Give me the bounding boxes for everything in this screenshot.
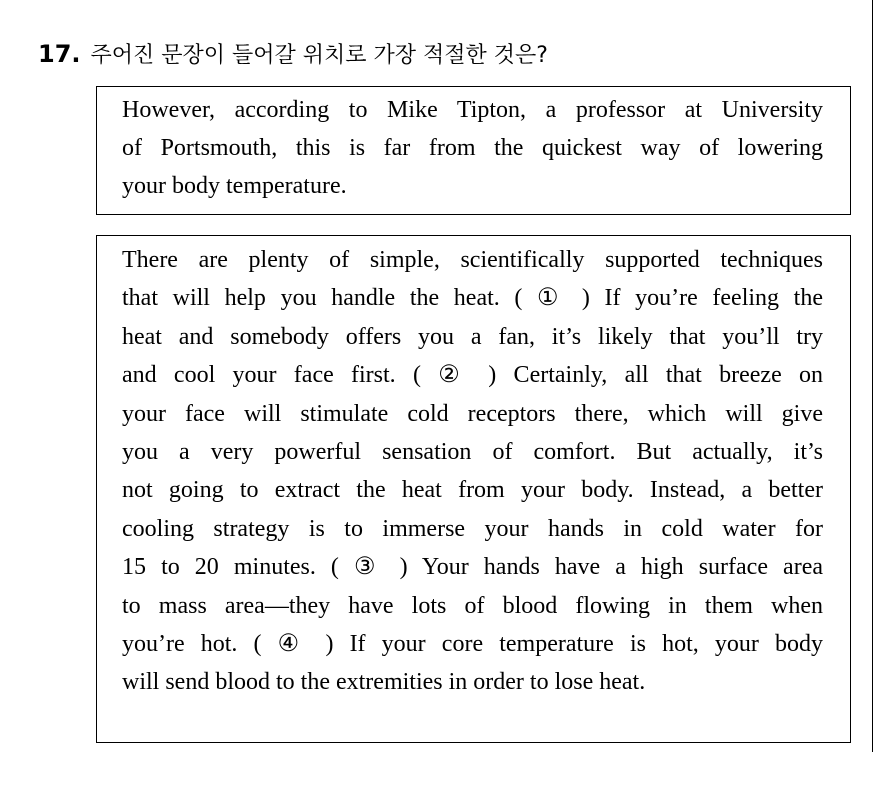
passage-line: There are plenty of simple, scientifically supported techniques: [122, 247, 823, 273]
passage-line: you a very powerful sensation of comfort. But actually, it’s: [122, 439, 823, 466]
given-sentence-box: [96, 86, 851, 215]
question-header: [38, 36, 548, 74]
passage-box: [96, 235, 851, 743]
passage-line: to mass area—they have lots of blood flowing in them when: [122, 592, 823, 619]
passage-line: you’re hot. ( ④ ) If your core temperature is hot, your body: [122, 631, 823, 658]
passage-text: [122, 241, 823, 702]
passage-line: will send blood to the extremities in order to lose heat.: [122, 669, 646, 696]
given-sentence: [122, 91, 823, 205]
passage-line: 15 to 20 minutes. ( ③ ) Your hands have a high surface area: [122, 554, 823, 581]
passage-line: cooling strategy is to immerse your hands in cold water for: [122, 515, 823, 542]
passage-line: that will help you handle the heat. ( ① ) If you’re feeling the: [122, 285, 823, 312]
passage-line: heat and somebody offers you a fan, it’s likely that you’ll try: [122, 323, 823, 350]
passage-line: and cool your face first. ( ② ) Certainly, all that breeze on: [122, 362, 823, 389]
passage-line: not going to extract the heat from your body. Instead, a better: [122, 477, 823, 504]
given-sentence-line: of Portsmouth, this is far from the quickest way of lowering: [122, 135, 823, 161]
question-number: 17.: [38, 40, 81, 68]
page-right-border: [872, 0, 873, 752]
given-sentence-line: your body temperature.: [122, 173, 347, 199]
given-sentence-line: However, according to Mike Tipton, a professor at University: [122, 97, 823, 123]
passage-line: your face will stimulate cold receptors there, which will give: [122, 400, 823, 427]
question-prompt: 주어진 문장이 들어갈 위치로 가장 적절한 것은?: [90, 43, 548, 68]
